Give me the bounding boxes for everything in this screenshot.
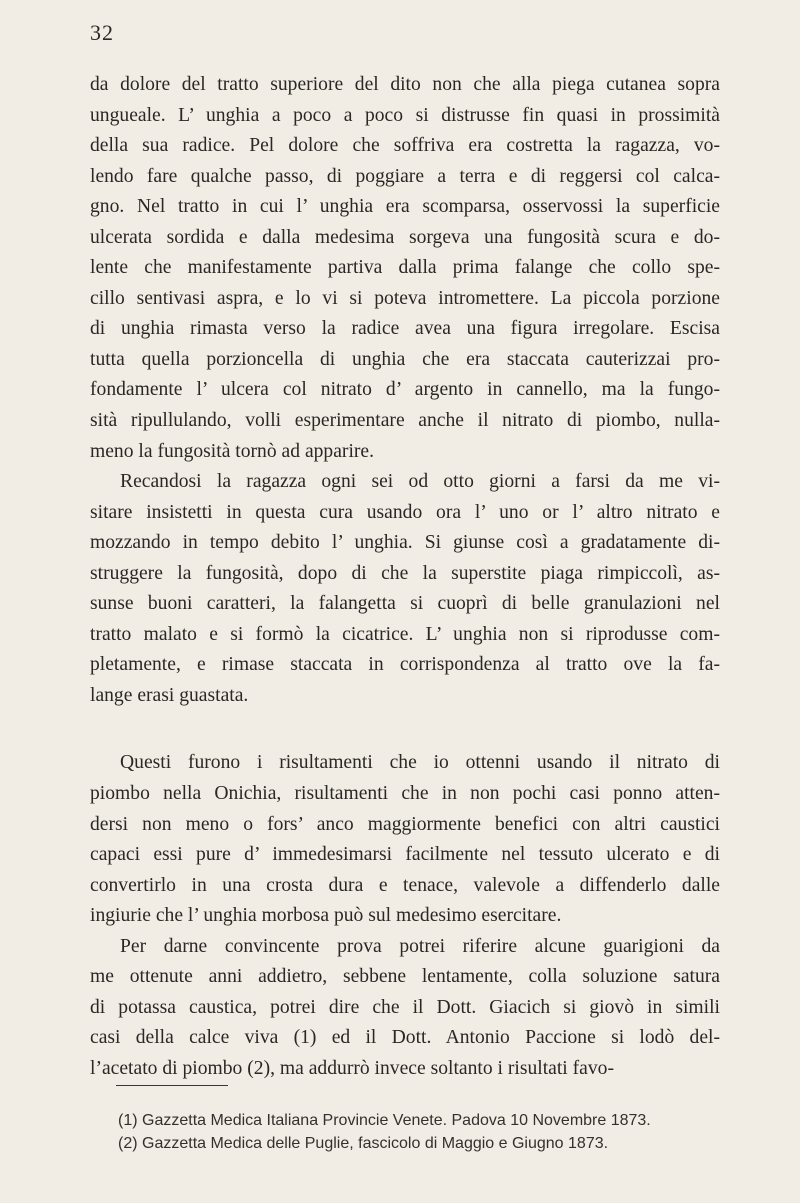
footnote: (2) Gazzetta Medica delle Puglie, fascicolo di Maggio e Giugno 1873. — [118, 1135, 609, 1152]
text-line: tutta quella porzioncella di unghia che era staccata cauterizzai pro- — [90, 348, 720, 370]
text-line: me ottenute anni addietro, sebbene lentamente, colla soluzione satura — [90, 966, 720, 988]
paragraph-gap — [90, 711, 720, 748]
text-line: Recandosi la ragazza ogni sei od otto giorni a farsi da me vi- — [120, 471, 720, 493]
text-line: fondamente l’ ulcera col nitrato d’ argento in cannello, ma la fungo- — [90, 379, 720, 401]
text-line: sitare insistetti in questa cura usando ora l’ uno or l’ altro nitrato e — [90, 501, 720, 523]
paragraph — [90, 748, 720, 931]
text-line: ingiurie che l’ unghia morbosa può sul medesimo esercitare. — [90, 905, 562, 927]
text-line: capaci essi pure d’ immedesimarsi facilmente nel tessuto ulcerato e di — [90, 844, 720, 866]
footnote: (1) Gazzetta Medica Italiana Provincie Venete. Padova 10 Novembre 1873. — [118, 1112, 651, 1129]
text-line: lendo fare qualche passo, di poggiare a terra e di reggersi col calca- — [90, 165, 720, 187]
footnotes — [118, 1109, 738, 1155]
body-text — [90, 70, 720, 1085]
text-line: sunse buoni caratteri, la falangetta si cuoprì di belle granulazioni nel — [90, 593, 720, 615]
text-line: di potassa caustica, potrei dire che il Dott. Giacich si giovò in simili — [90, 996, 720, 1018]
text-line: l’acetato di piombo (2), ma addurrò invece soltanto i risultati favo- — [90, 1057, 614, 1079]
text-line: mozzando in tempo debito l’ unghia. Si giunse così a gradatamente di- — [90, 532, 720, 554]
page-number: 32 — [90, 20, 114, 45]
text-line: cillo sentivasi aspra, e lo vi si poteva intromettere. La piccola porzione — [90, 287, 720, 309]
paragraph — [90, 467, 720, 711]
paragraph — [90, 932, 720, 1085]
text-line: tratto malato e si formò la cicatrice. L’ unghia non si riprodusse com- — [90, 623, 720, 645]
text-line: dersi non meno o fors’ anco maggiormente benefici con altri caustici — [90, 813, 720, 835]
text-line: lange erasi guastata. — [90, 684, 249, 706]
text-line: piombo nella Onichia, risultamenti che in non pochi casi ponno atten- — [90, 783, 720, 805]
text-line: Per darne convincente prova potrei riferire alcune guarigioni da — [120, 935, 720, 957]
text-line: della sua radice. Pel dolore che soffriva era costretta la ragazza, vo- — [90, 135, 720, 157]
text-line: ungueale. L’ unghia a poco a poco si distrusse fin quasi in prossimità — [90, 104, 720, 126]
text-line: di unghia rimasta verso la radice avea una figura irregolare. Escisa — [90, 318, 720, 340]
text-line: lente che manifestamente partiva dalla prima falange che collo spe- — [90, 257, 720, 279]
text-line: casi della calce viva (1) ed il Dott. Antonio Paccione si lodò del- — [90, 1027, 720, 1049]
text-line: ulcerata sordida e dalla medesima sorgeva una fungosità scura e do- — [90, 226, 720, 248]
text-line: convertirlo in una crosta dura e tenace, valevole a diffenderlo dalle — [90, 874, 720, 896]
text-line: sità ripullulando, volli esperimentare anche il nitrato di piombo, nulla- — [90, 410, 720, 432]
text-line: pletamente, e rimase staccata in corrispondenza al tratto ove la fa- — [90, 654, 720, 676]
footnote-rule — [116, 1085, 228, 1086]
text-line: da dolore del tratto superiore del dito non che alla piega cutanea sopra — [90, 74, 720, 95]
text-line: meno la fungosità tornò ad apparire. — [90, 440, 375, 462]
paragraph — [90, 70, 720, 467]
text-line: Questi furono i risultamenti che io ottenni usando il nitrato di — [120, 752, 720, 774]
text-line: gno. Nel tratto in cui l’ unghia era scomparsa, osservossi la superficie — [90, 196, 720, 218]
text-line: struggere la fungosità, dopo di che la superstite piaga rimpiccolì, as- — [90, 562, 720, 584]
